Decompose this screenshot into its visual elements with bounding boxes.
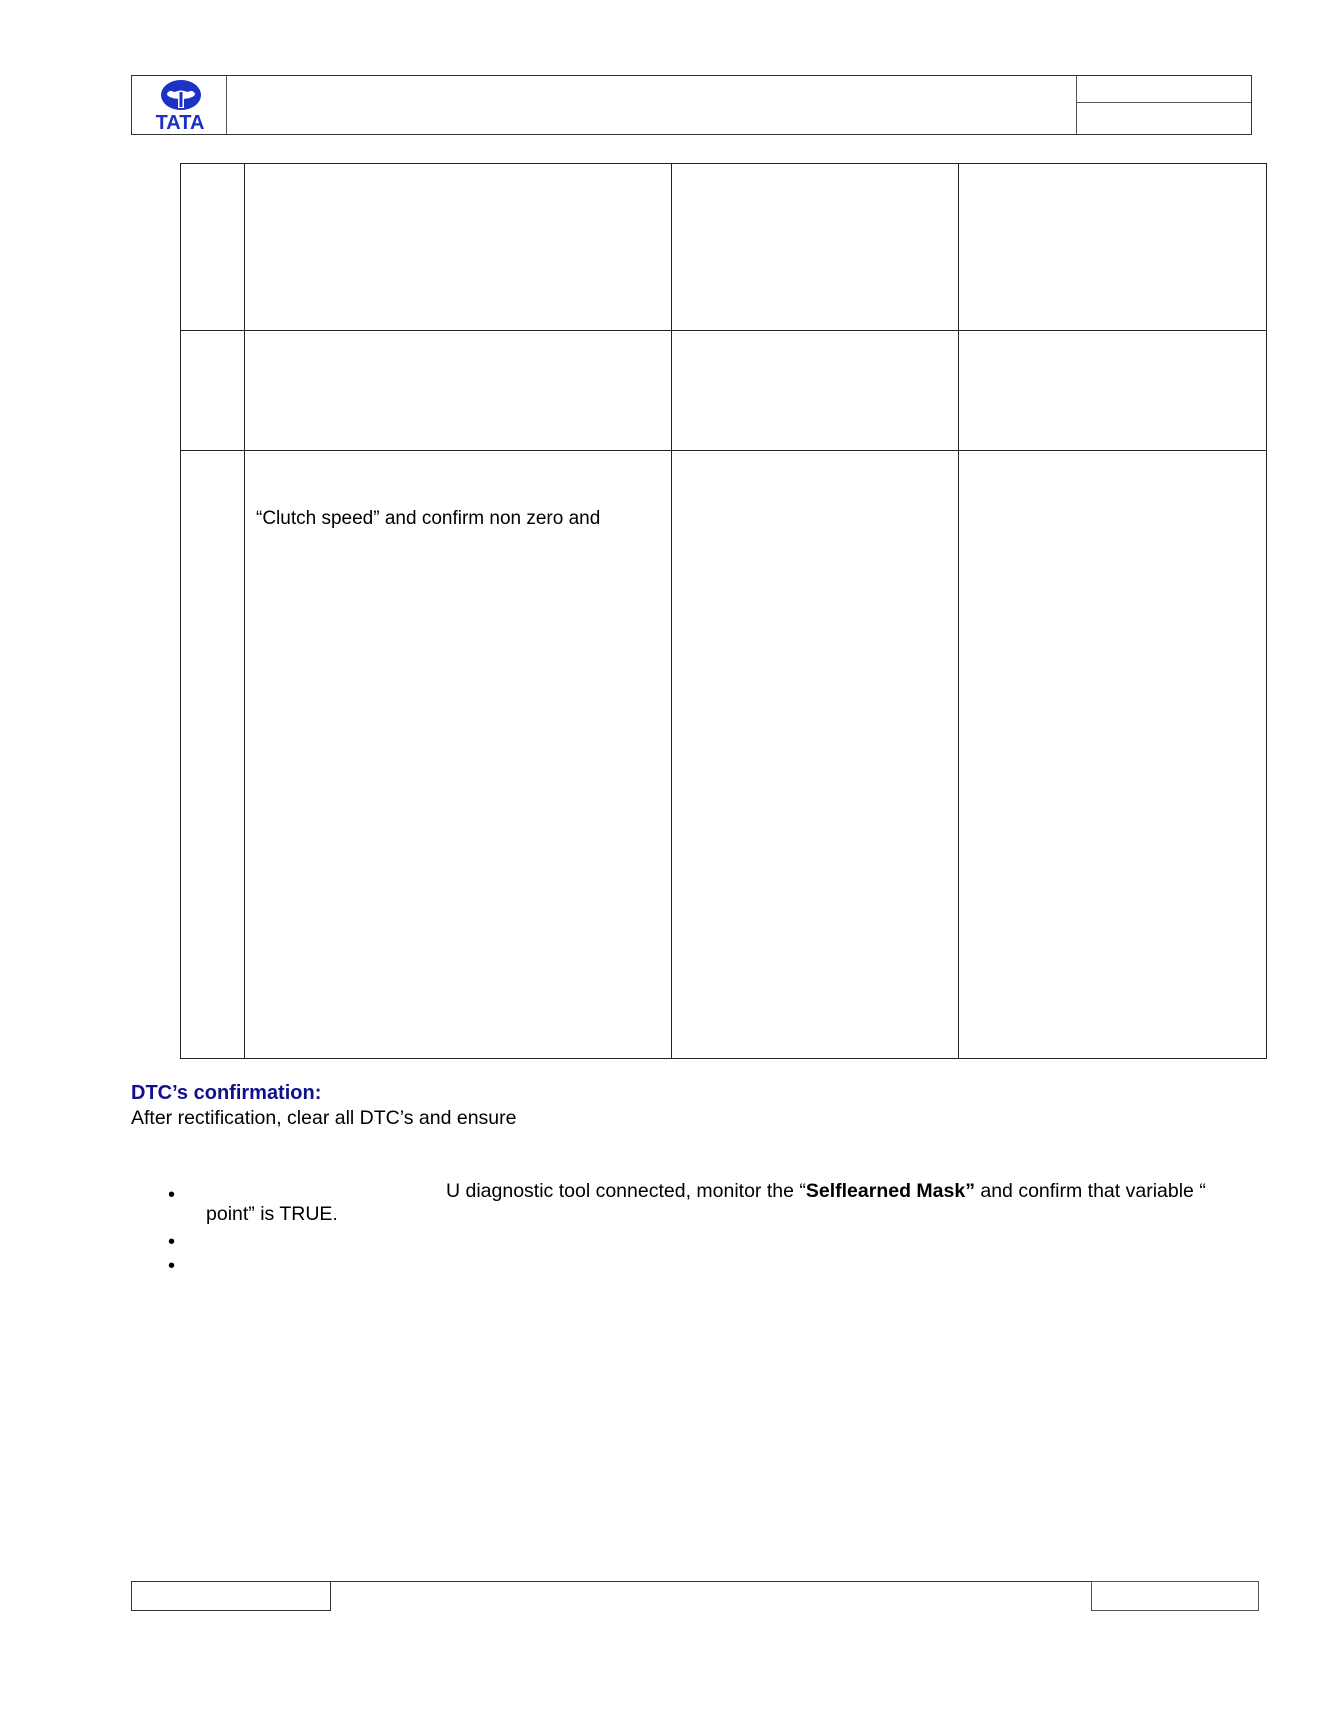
bullet-icon: •: [168, 1231, 176, 1253]
bullet-icon: •: [168, 1184, 176, 1206]
section-heading: DTC’s confirmation:: [131, 1082, 322, 1104]
list-item: [446, 1180, 1206, 1203]
footer-line: [330, 1581, 1092, 1582]
logo-text: TATA: [155, 112, 205, 134]
list-item-text: U diagnostic tool connected, monitor the “: [446, 1180, 806, 1202]
tata-logo-icon: [159, 78, 203, 112]
header-right-divider: [1077, 102, 1251, 103]
bullet-icon: •: [168, 1255, 176, 1277]
column-divider: [244, 164, 245, 1058]
procedure-table: [180, 163, 1267, 1059]
variable-name: Selflearned Mask”: [805, 1180, 975, 1202]
header-right-cell: [1076, 76, 1251, 134]
list-item-text: and confirm that variable “: [974, 1180, 1206, 1202]
footer-right-box: [1091, 1581, 1259, 1611]
page-header: [131, 75, 1252, 135]
row-divider: [181, 450, 1266, 451]
column-divider: [671, 164, 672, 1058]
table-cell-step-text: “Clutch speed” and confirm non zero and: [256, 508, 601, 529]
list-item-continuation: point” is TRUE.: [206, 1203, 338, 1225]
footer-left-box: [131, 1581, 331, 1611]
column-divider: [958, 164, 959, 1058]
logo-cell: [132, 76, 227, 134]
section-intro-text: After rectification, clear all DTC’s and ensure: [131, 1107, 517, 1129]
row-divider: [181, 330, 1266, 331]
bullet-list: [166, 1180, 1266, 1280]
